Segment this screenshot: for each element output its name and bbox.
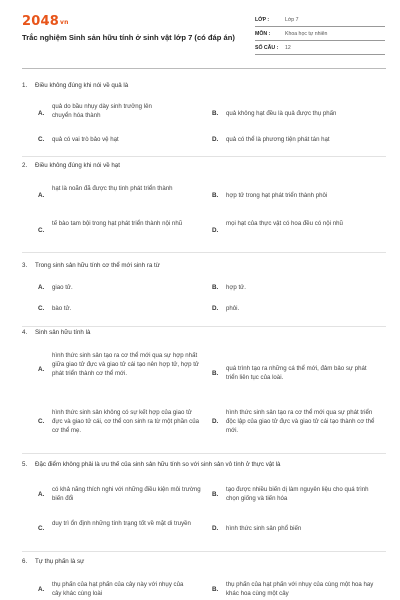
meta-row-count <box>255 42 385 55</box>
header <box>0 0 400 70</box>
option-letter: C. <box>38 136 45 143</box>
question-divider <box>22 326 386 327</box>
option-letter: B. <box>212 370 219 377</box>
meta-value: Khoa học tự nhiên <box>285 31 328 37</box>
question-text: Điều không đúng khi nói về quả là <box>35 82 129 89</box>
option-letter: D. <box>212 227 219 234</box>
question-4 <box>22 329 386 457</box>
question-2 <box>22 162 386 258</box>
option-text: quả có vai trò bảo vệ hạt <box>52 136 119 143</box>
option-letter: A. <box>38 586 45 593</box>
option-letter: B. <box>212 491 219 498</box>
option-letter: C. <box>38 227 45 234</box>
option-text: duy trì ổn định những tính trạng tốt về mặt di truyền <box>52 520 191 527</box>
question-stem <box>22 82 128 89</box>
option-letter: D. <box>212 136 219 143</box>
question-6 <box>22 558 386 600</box>
question-stem <box>22 461 281 468</box>
option-text: giao tử. <box>52 284 73 291</box>
option-letter: A. <box>38 110 45 117</box>
option-letter: B. <box>212 284 219 291</box>
question-text: Điều không đúng khi nói về hạt <box>35 162 120 169</box>
option-letter: D. <box>212 525 219 532</box>
logo-suffix: vn <box>59 19 69 26</box>
option-text: có khả năng thích nghi với những điều kiện môi trường biến đổi <box>52 486 201 502</box>
question-number: 6. <box>22 558 28 565</box>
option-letter: A. <box>38 284 45 291</box>
option-letter: B. <box>212 110 219 117</box>
option-text: quá trình tạo ra những cá thể mới, đảm bảo sự phát triển liên tục của loài. <box>226 365 367 381</box>
question-number: 1. <box>22 82 28 89</box>
meta-label: LỚP : <box>255 17 270 23</box>
option-text: quả không hạt đều là quả được thụ phấn <box>226 110 337 117</box>
option-text: quả do bầu nhụy dày sinh trưởng lên chuyển hóa thành <box>52 103 152 119</box>
option-letter: D. <box>212 305 219 312</box>
question-1 <box>22 82 386 162</box>
option-text: hạt là noãn đã được thụ tinh phát triển thành <box>52 185 173 192</box>
question-5 <box>22 461 386 555</box>
option-text: hình thức sinh sản tạo ra cơ thể mới qua sự hợp nhất giữa giao tử đực và giao tử cái tạo nên hợp tử, hợp tử phát triển thành cơ thể mới. <box>52 352 199 377</box>
document-title: Trắc nghiệm Sinh sản hữu tính ở sinh vật lớp 7 (có đáp án) <box>22 33 235 42</box>
question-text: Trong sinh sản hữu tính cơ thể mới sinh ra từ <box>35 262 160 269</box>
question-divider <box>22 453 386 454</box>
option-text: mọi hạt của thực vật có hoa đều có nội nhũ <box>226 220 343 227</box>
meta-value: 12 <box>285 45 291 51</box>
option-letter: C. <box>38 525 45 532</box>
question-number: 5. <box>22 461 28 468</box>
question-stem <box>22 262 160 269</box>
option-text: hợp tử. <box>226 284 246 291</box>
option-text: hình thức sinh sản tạo ra cơ thể mới qua sự phát triển độc lập của giao tử đực và giao tử cái tạo thành cơ thể mới. <box>226 409 375 434</box>
option-letter: B. <box>212 192 219 199</box>
option-text: phôi. <box>226 305 240 312</box>
meta-label: MÔN : <box>255 31 271 37</box>
question-text: Đặc điểm không phải là ưu thế của sinh sản hữu tính so với sinh sản vô tính ở thực vật là <box>35 461 281 468</box>
meta-value: Lớp 7 <box>285 17 299 23</box>
question-number: 4. <box>22 329 28 336</box>
question-stem <box>22 329 90 336</box>
question-number: 2. <box>22 162 28 169</box>
question-divider <box>22 156 386 157</box>
logo-text: 2048 <box>22 14 59 29</box>
question-text: Sinh sản hữu tính là <box>35 329 91 336</box>
option-letter: A. <box>38 366 45 373</box>
option-text: quả có thể là phương tiện phát tán hạt <box>226 136 330 143</box>
question-divider <box>22 252 386 253</box>
option-text: thụ phấn của hạt phấn với nhụy của cùng một hoa hay khác hoa cùng một cây <box>226 581 374 597</box>
question-divider <box>22 551 386 552</box>
option-text: tạo được nhiều biến dị làm nguyên liệu cho quá trình chọn giống và tiến hóa <box>226 486 369 502</box>
option-letter: A. <box>38 491 45 498</box>
option-letter: A. <box>38 192 45 199</box>
option-letter: C. <box>38 418 45 425</box>
option-letter: D. <box>212 418 219 425</box>
question-number: 3. <box>22 262 28 269</box>
option-text: tế bào tam bội trong hạt phát triển thành nội nhũ <box>52 220 183 227</box>
option-text: hợp tử trong hạt phát triển thành phôi <box>226 192 328 199</box>
site-logo[interactable] <box>22 14 69 29</box>
option-text: bào tử. <box>52 305 72 312</box>
question-text: Tự thụ phấn là sự <box>35 558 85 565</box>
option-letter: B. <box>212 586 219 593</box>
option-letter: C. <box>38 305 45 312</box>
header-divider <box>22 68 386 69</box>
option-text: hình thức sinh sản không có sự kết hợp của giao tử đực và giao tử cái, cơ thể con sinh ra từ một phần của cơ thể mẹ. <box>52 409 199 434</box>
meta-row-subject <box>255 28 385 41</box>
question-3 <box>22 262 386 330</box>
question-stem <box>22 162 120 169</box>
option-text: hình thức sinh sản phổ biến <box>226 525 302 532</box>
meta-label: SỐ CÂU : <box>255 45 279 51</box>
meta-row-grade <box>255 14 385 27</box>
question-stem <box>22 558 84 565</box>
option-text: thụ phấn của hạt phấn của cây này với nhụy của cây khác cùng loài <box>52 581 184 597</box>
